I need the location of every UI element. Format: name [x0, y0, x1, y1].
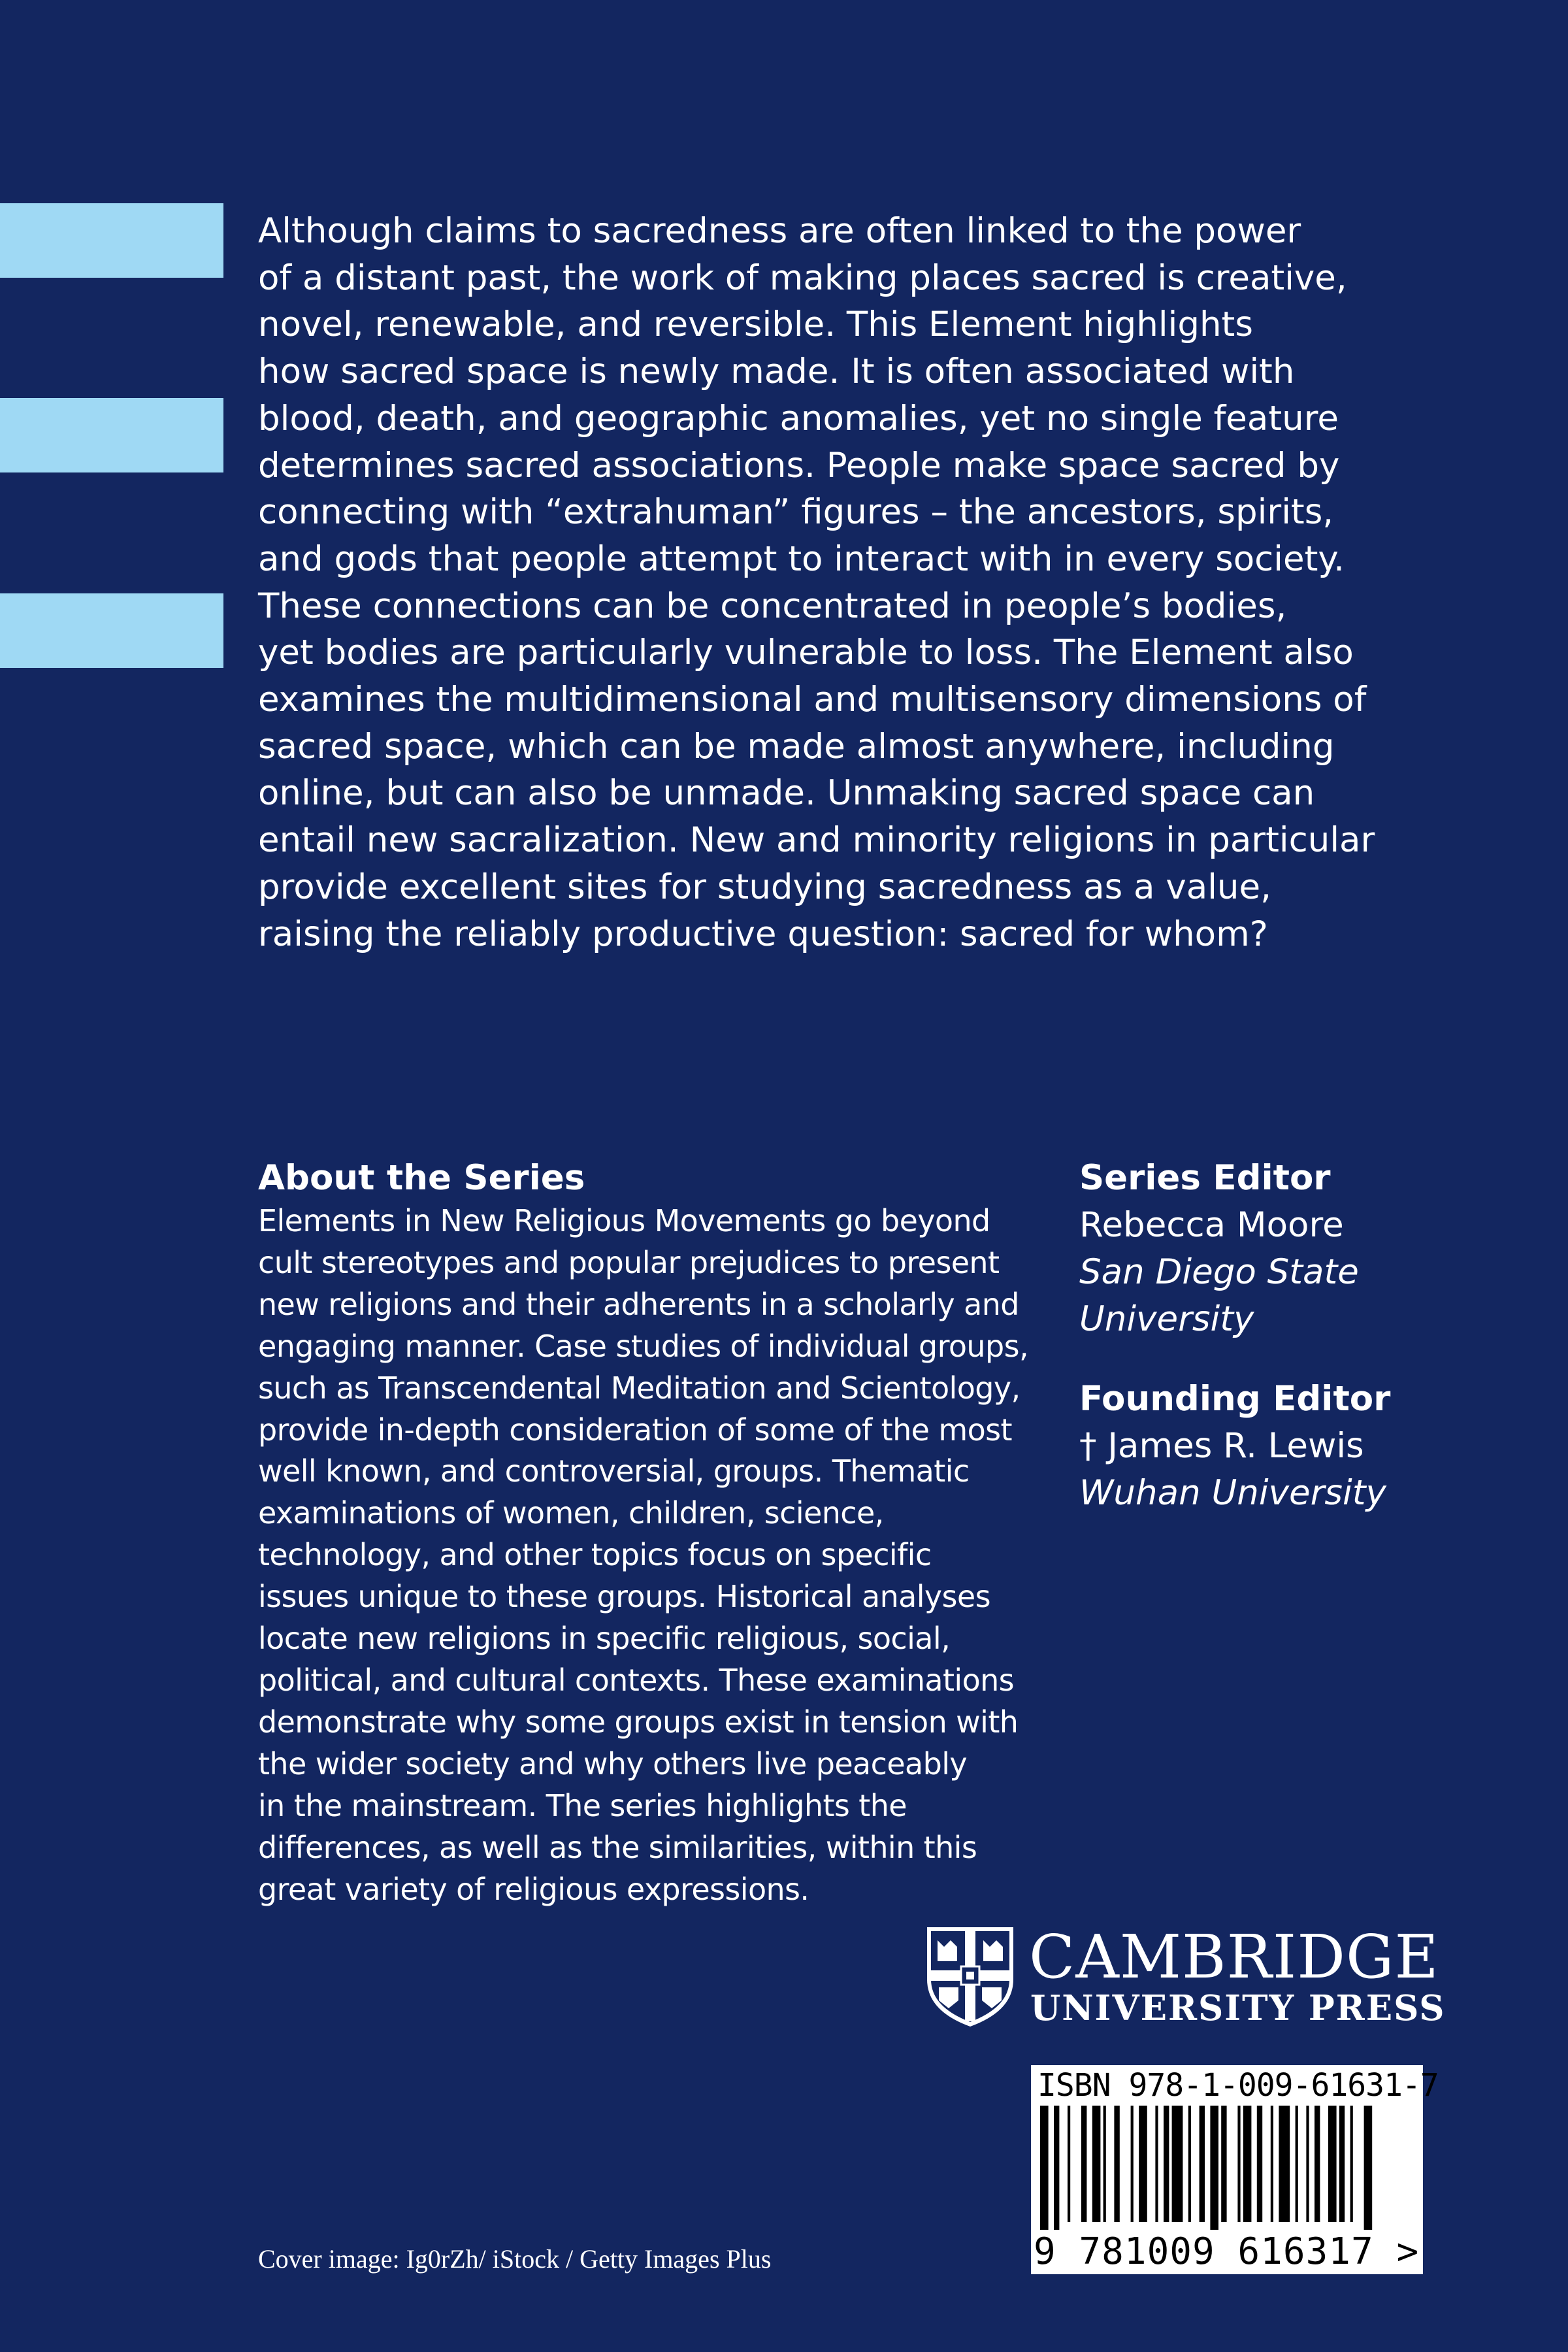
barcode-bar: [1081, 2106, 1086, 2222]
barcode-bars: [1040, 2106, 1393, 2230]
accent-bar-1: [0, 203, 223, 278]
barcode-bar: [1328, 2106, 1337, 2222]
barcode-bar: [1237, 2106, 1240, 2222]
barcode-bar: [1155, 2106, 1158, 2222]
barcode-bar: [1188, 2106, 1191, 2222]
series-editor-label: Series Editor: [1079, 1158, 1331, 1198]
accent-bar-3: [0, 593, 223, 668]
barcode-bar: [1271, 2106, 1273, 2222]
barcode-bar: [1054, 2106, 1059, 2230]
barcode-bar: [1315, 2106, 1320, 2222]
founding-editor-label: Founding Editor: [1079, 1379, 1391, 1419]
publisher-subname: UNIVERSITY PRESS: [1030, 1988, 1446, 2029]
founding-editor-name: † James R. Lewis: [1079, 1426, 1364, 1466]
barcode-bar: [1243, 2106, 1252, 2222]
barcode-bar: [1200, 2106, 1205, 2222]
accent-bar-2: [0, 398, 223, 472]
publisher-name: CAMBRIDGE: [1029, 1922, 1439, 1992]
series-editor-institution-line2: University: [1079, 1299, 1254, 1339]
barcode-bar: [1364, 2106, 1373, 2230]
publisher-logo: [924, 1922, 1446, 2029]
isbn-label: ISBN 978-1-009-61631-7: [1037, 2067, 1439, 2104]
barcode-bar: [1306, 2106, 1309, 2222]
barcode-bar: [1172, 2106, 1183, 2222]
barcode-digits: 9 781009 616317 >: [1034, 2230, 1420, 2273]
barcode-bar: [1092, 2106, 1101, 2222]
cover-image-credit: Cover image: Ig0rZh/ iStock / Getty Images Plus: [258, 2244, 772, 2274]
barcode-bar: [1257, 2106, 1262, 2222]
series-editor-institution-line1: San Diego State: [1079, 1252, 1359, 1292]
founding-editor-block: [1079, 1376, 1537, 1517]
book-description: Although claims to sacredness are often linked to the power of a distant past, the work of making places sacred is creative, novel, renewable, and reversible. This Element highlights how sacred space is newly made. It is often associated with blood, death, and geographic anomalies, yet no single feature determines sacred associations. People make space sacred by connecting with “extrahuman” figures – the ancestors, spirits, and gods that people attempt to interact with in every society. These connections can be concentrated in people’s bodies, yet bodies are particularly vulnerable to loss. The Element also examines the multidimensional and multisensory dimensions of sacred space, which can be made almost anywhere, including online, but can also be unmade. Unmaking sacred space can entail new sacralization. New and minority religions in particular provide excellent sites for studying sacredness as a value, raising the reliably productive question: sacred for whom?: [258, 211, 1375, 954]
barcode-bar: [1339, 2106, 1345, 2222]
barcode-bar: [1210, 2106, 1218, 2230]
barcode-bar: [1279, 2106, 1290, 2222]
series-editor-block: [1079, 1155, 1537, 1343]
barcode-bar: [1221, 2106, 1226, 2222]
barcode-bar: [1139, 2106, 1147, 2222]
about-series-heading: About the Series: [258, 1158, 585, 1198]
barcode-bar: [1164, 2106, 1169, 2222]
series-editor-name: Rebecca Moore: [1079, 1205, 1344, 1245]
isbn-barcode: [1031, 2065, 1439, 2274]
barcode-bar: [1068, 2106, 1070, 2222]
barcode-bar: [1131, 2106, 1134, 2222]
barcode-bar: [1296, 2106, 1298, 2222]
barcode-bar: [1350, 2106, 1353, 2222]
barcode-bar: [1114, 2106, 1119, 2222]
barcode-bar: [1040, 2106, 1049, 2230]
about-series-body: Elements in New Religious Movements go beyond cult stereotypes and popular prejudices to present new religions and their adherents in a scholarly and engaging manner. Case studies of individual groups, such as Transcendental Meditation and Scientology, provide in-depth consideration of some of the most well known, and controversial, groups. Thematic examinations of women, children, science, technology, and other topics focus on specific issues unique to these groups. Historical analyses locate new religions in specific religious, social, political, and cultural contexts. These examinations demonstrate why some groups exist in tension with the wider society and why others live peaceably in the mainstream. The series highlights the differences, as well as the similarities, within this great variety of religious expressions.: [258, 1203, 1028, 1907]
cambridge-shield-icon: [924, 1925, 1016, 2029]
barcode-bar: [1103, 2106, 1106, 2222]
founding-editor-institution: Wuhan University: [1079, 1473, 1386, 1513]
